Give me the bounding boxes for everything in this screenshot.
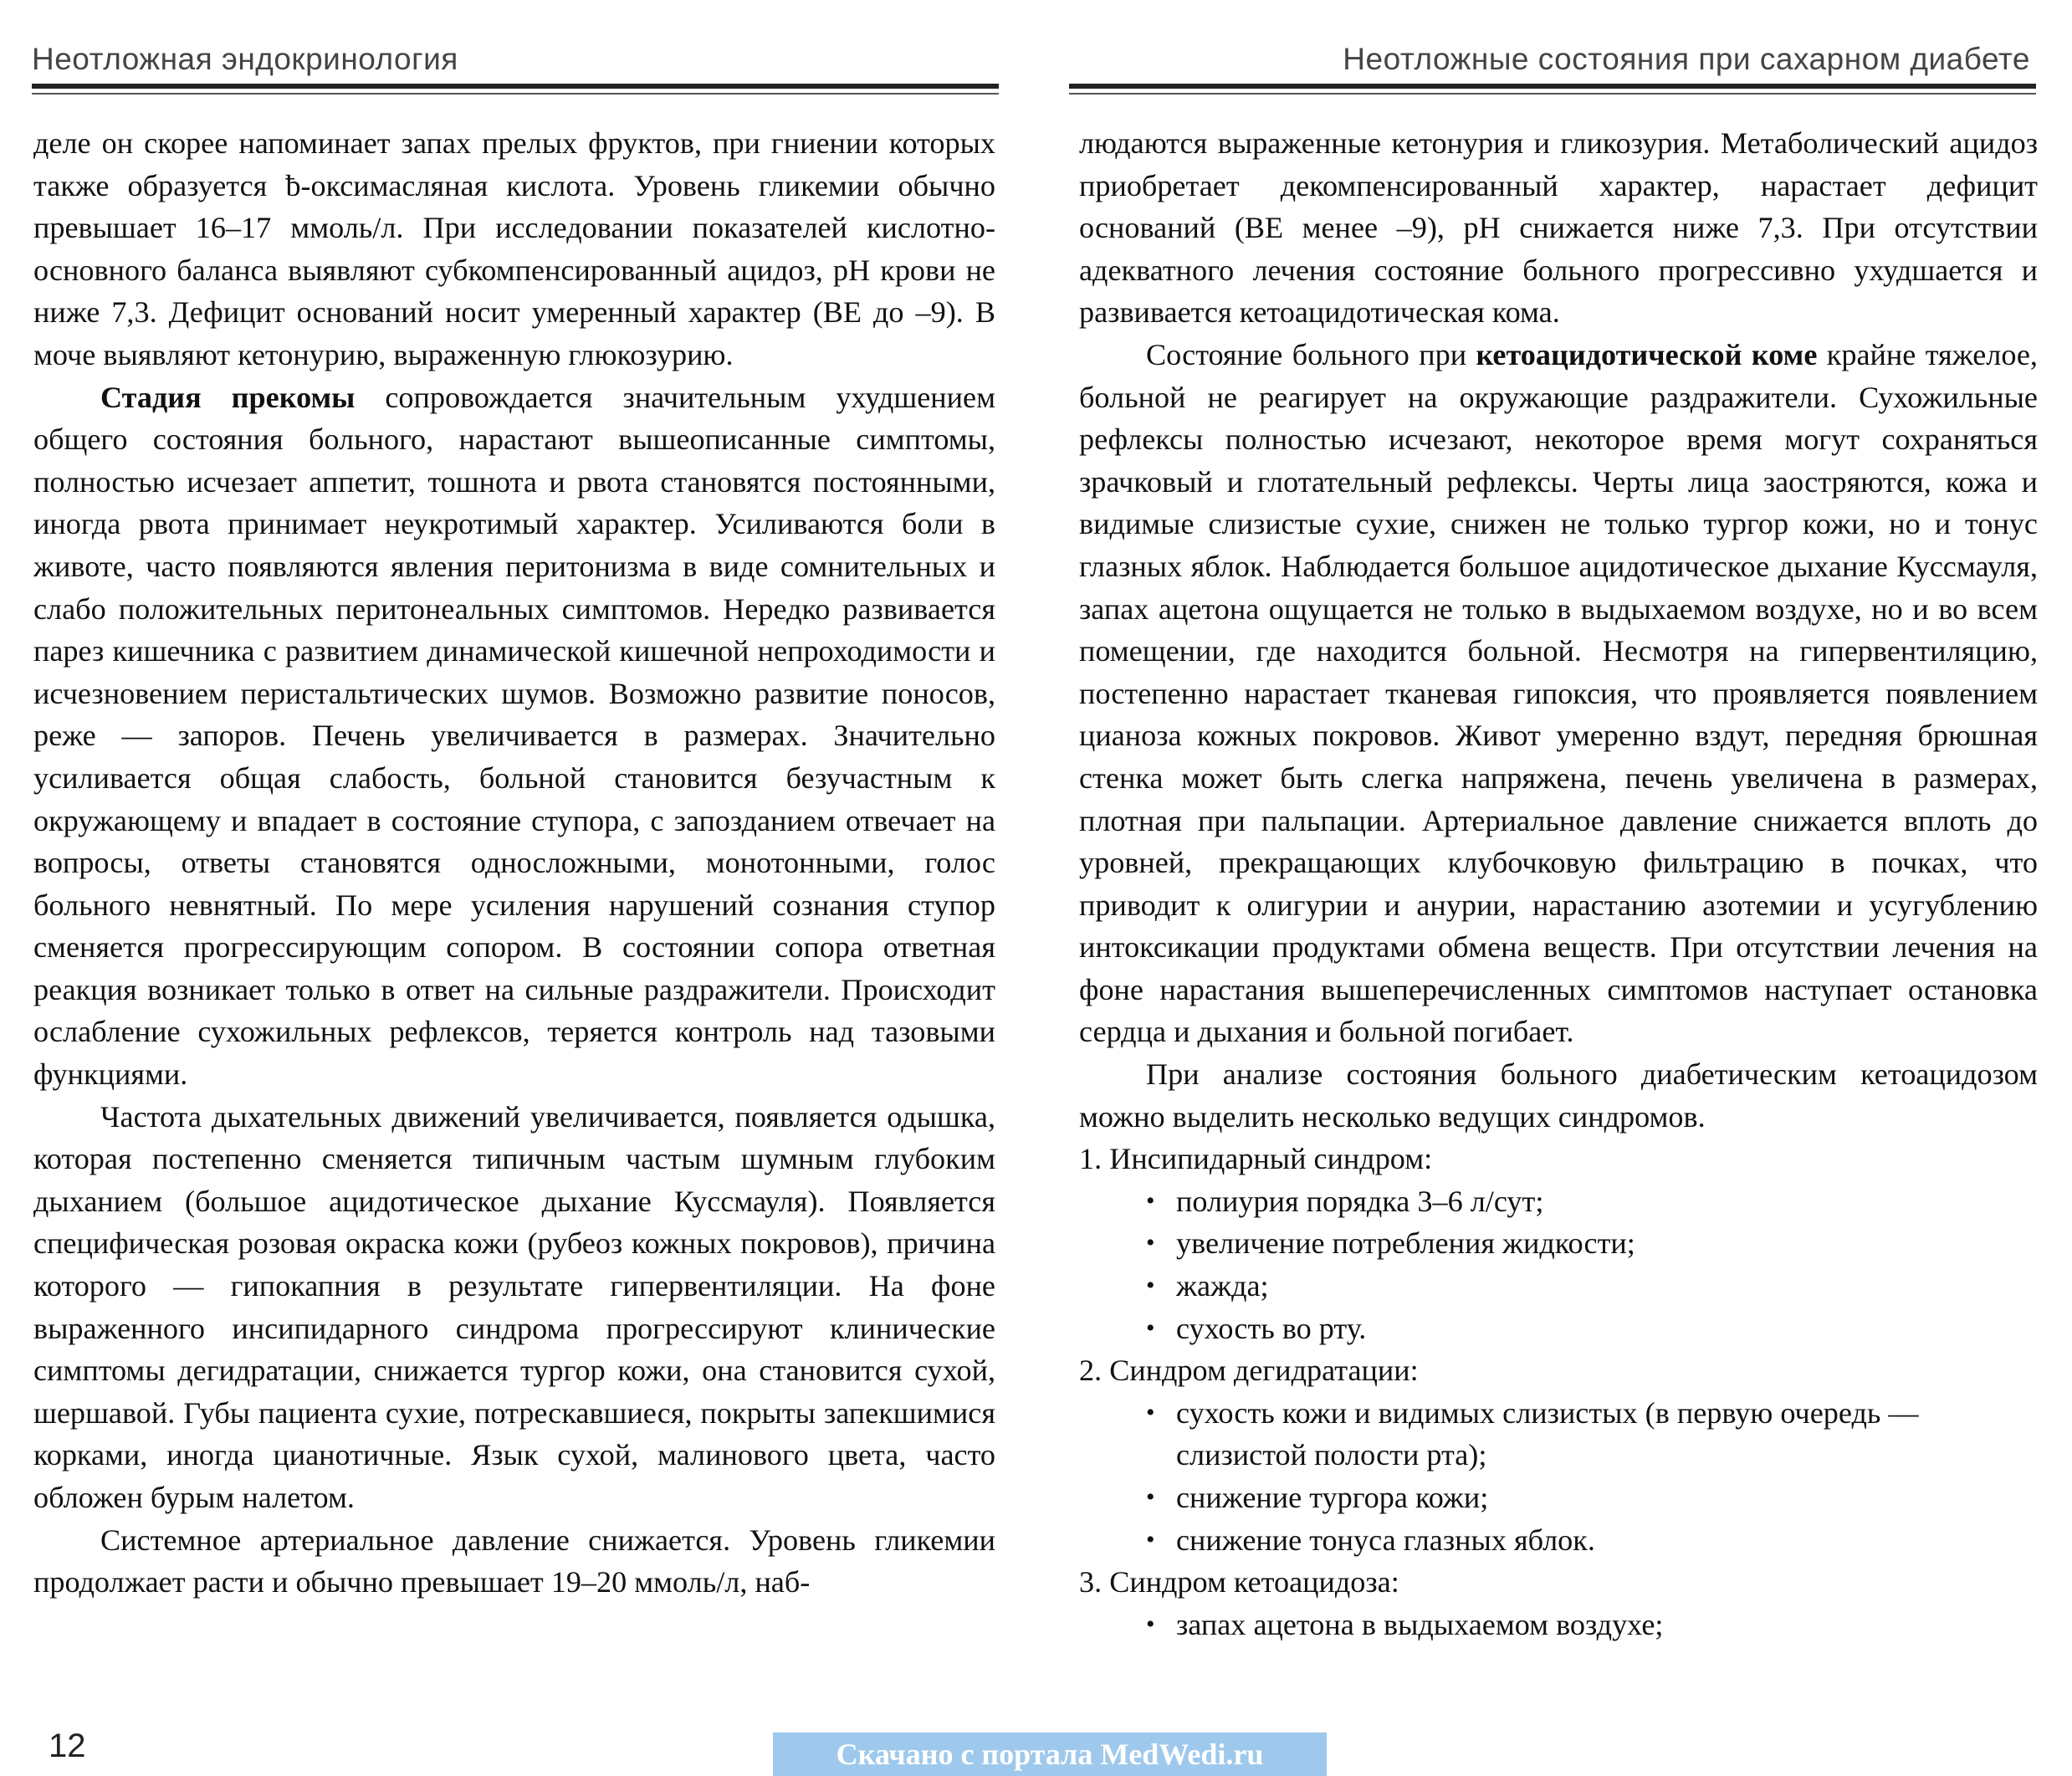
left-text-column [33,122,995,1604]
header-rule-right [1069,84,2036,89]
header-rule-thin-right [1069,93,2036,95]
list-item: • жажда; [1079,1265,2038,1308]
bullet-icon: • [1146,1483,1155,1511]
page-number: 12 [49,1727,86,1764]
list-item: • сухость во рту. [1079,1308,2038,1350]
list-item: • запах ацетона в выдыхаемом воздухе; [1079,1604,2038,1646]
list-item: • снижение тонуса глазных яблок. [1079,1519,2038,1562]
right-page [1036,0,2072,1776]
paragraph: людаются выраженные кетонурия и гликозурия. Метаболический ацидоз приобретает декомпенсированный характер, нарастает дефицит оснований (BE менее –9), pH снижается ниже 7,3. При отсутствии адекватного лечения состояние больного прогрессивно ухудшается и развивается кетоацидотическая кома. [1079,126,2038,330]
bullet-icon: • [1146,1272,1155,1300]
list-item: • полиурия порядка 3–6 л/сут; [1079,1180,2038,1223]
paragraph: Частота дыхательных движений увеличивается, появляется одышка, которая постепенно сменяется типичным частым шумным глубоким дыханием (большое ацидотическое дыхание Куссмауля). Появляется специфическая розовая окраска кожи (рубеоз кожных покровов), причина которого — гипокапния в результате гипервентиляции. На фоне выраженного инсипидарного синдрома прогрессируют клинические симптомы дегидратации, снижается тургор кожи, она становится сухой, шершавой. Губы пациента сухие, потрескавшиеся, покрыты запекшимися корками, иногда цианотичные. Язык сухой, малинового цвета, часто обложен бурым налетом. [33,1099,995,1514]
running-head-right: Неотложные состояния при сахарном диабете [1343,42,2030,76]
list-item: • увеличение потребления жидкости; [1079,1222,2038,1265]
download-watermark: Скачано с портала MedWedi.ru [773,1732,1327,1776]
list-heading: 1. Инсипидарный синдром: [1079,1142,1433,1176]
bullet-icon: • [1146,1610,1155,1638]
paragraph: Системное артериальное давление снижается. Уровень гликемии продолжает расти и обычно превышает 19–20 ммоль/л, наб- [33,1523,995,1599]
header-rule-left [32,84,999,89]
list-item: • сухость кожи и видимых слизистых (в первую очередь — слизистой полости рта); [1079,1392,2038,1477]
bullet-icon: • [1146,1186,1155,1215]
running-head-left: Неотложная эндокринология [32,42,458,76]
list-heading: 3. Синдром кетоацидоза: [1079,1565,1399,1599]
term-ketoacidotic-coma: кетоацидотической коме [1476,337,1818,371]
term-precoma: Стадия прекомы [100,380,356,414]
list-item: • снижение тургора кожи; [1079,1477,2038,1519]
header-rule-thin-left [32,93,999,95]
right-text-column [1079,122,2038,1645]
bullet-icon: • [1146,1313,1155,1342]
list-heading: 2. Синдром дегидратации: [1079,1354,1419,1388]
bullet-icon: • [1146,1398,1155,1426]
paragraph: Состояние больного при кетоацидотической коме крайне тяжелое, больной не реагирует на окружающие раздражители. Сухожильные рефлексы полностью исчезают, некоторое время могут сохраняться зрачковый и глотательный рефлексы. Черты лица заостряются, кожа и видимые слизистые сухие, снижен не только тургор кожи, но и тонус глазных яблок. Наблюдается большое ацидотическое дыхание Куссмауля, запах ацетона ощущается не только в выдыхаемом воздухе, но и во всем помещении, где находится больной. Несмотря на гипервентиляцию, постепенно нарастает тканевая гипоксия, что проявляется появлением цианоза кожных покровов. Живот умеренно вздут, передняя брюшная стенка может быть слегка напряжена, печень увеличена в размерах, плотная при пальпации. Артериальное давление снижается вплоть до уровней, прекращающих клубочковую фильтрацию в почках, что приводит к олигурии и анурии, нарастанию азотемии и усугублению интоксикации продуктами обмена веществ. При отсутствии лечения на фоне нарастания вышеперечисленных симптомов наступает остановка сердца и дыхания и больной погибает. [1079,337,2038,1049]
bullet-icon: • [1146,1525,1155,1553]
paragraph: Стадия прекомы сопровождается значительным ухудшением общего состояния больного, нарастают вышеописанные симптомы, полностью исчезает аппетит, тошнота и рвота становятся постоянными, иногда рвота принимает неукротимый характер. Усиливаются боли в животе, часто появляются явления перитонизма в виде сомнительных и слабо положительных перитонеальных симптомов. Нередко развивается парез кишечника с развитием динамической кишечной непроходимости и исчезновением перистальтических шумов. Возможно развитие поносов, реже — запоров. Печень увеличивается в размерах. Значительно усиливается общая слабость, больной становится безучастным к окружающему и впадает в состояние ступора, с запозданием отвечает на вопросы, ответы становятся односложными, монотонными, голос больного невнятный. По мере усиления нарушений сознания ступор сменяется прогрессирующим сопором. В состоянии сопора ответная реакция возникает только в ответ на сильные раздражители. Происходит ослабление сухожильных рефлексов, теряется контроль над тазовыми функциями. [33,380,995,1092]
bullet-icon: • [1146,1229,1155,1257]
paragraph: При анализе состояния больного диабетическим кетоацидозом можно выделить несколько ведущих синдромов. [1079,1057,2038,1134]
paragraph: деле он скорее напоминает запах прелых фруктов, при гниении которых также образуется ƀ-оксимасляная кислота. Уровень гликемии обычно превышает 16–17 ммоль/л. При исследовании показателей кислотно-основного баланса выявляют субкомпенсированный ацидоз, pH крови не ниже 7,3. Дефицит оснований носит умеренный характер (BE до –9). В моче выявляют кетонурию, выраженную глюкозурию. [33,126,995,371]
